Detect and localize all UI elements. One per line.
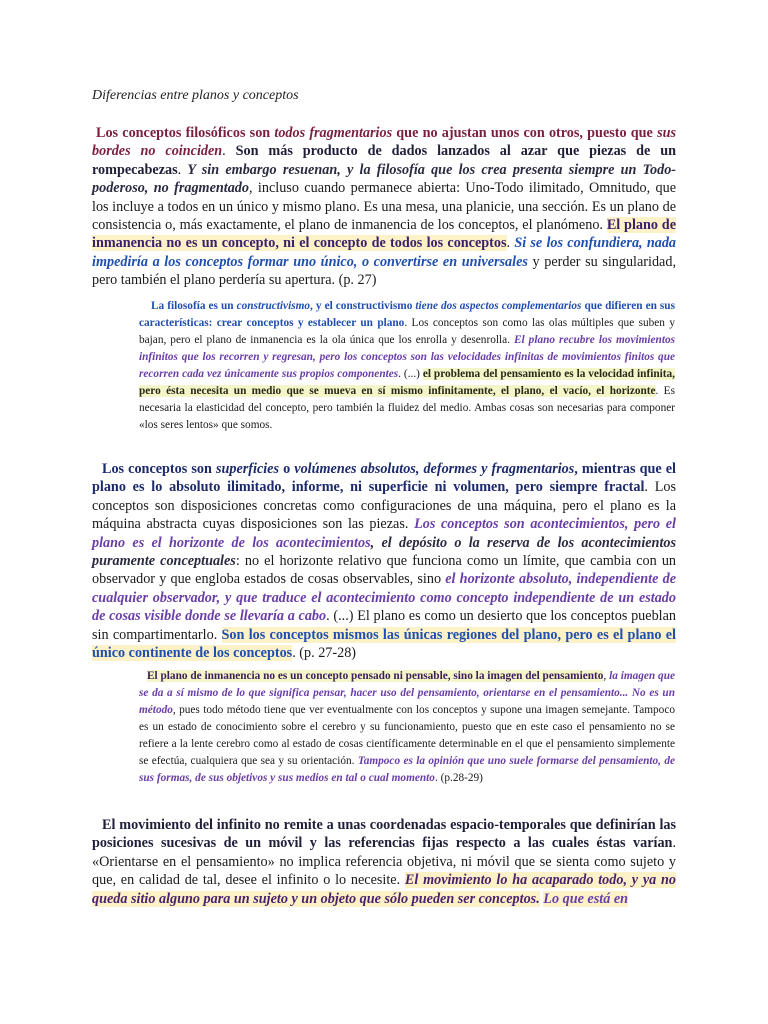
- text-span: El movimiento del infinito no remite a unas coordenadas espacio-temporales que definirían las posiciones sucesivas de un móvil y las referencias fijas respecto a las cuales éstas varían: [92, 817, 676, 852]
- text-span: tiene dos aspectos complementarios: [415, 300, 582, 312]
- text-span: el horizonte absoluto, independiente de cualquier observador, y que traduce el acontecimiento como concepto independiente de un estado de cosas visible donde se llevaría a cabo: [92, 571, 676, 625]
- text-span: . Los conceptos son disposiciones concretas como configuraciones de una máquina, pero el plano es la máquina abstracta cuyas disposiciones son las piezas.: [92, 479, 677, 533]
- quote-1: [139, 298, 675, 434]
- text-span: . «Orientarse en el pensamiento» no implica referencia objetiva, ni móvil que se sienta como sujeto y que, en calidad de tal, desee el infinito o lo necesite.: [92, 835, 676, 889]
- text-span: superficies: [215, 461, 280, 477]
- text-span: . Es necesaria la elasticidad del concepto, pero también la fluidez del medio. Ambas cosas son necesarias para componer «los seres lentos» que somos.: [139, 385, 675, 431]
- highlighted-text: el problema del pensamiento es la velocidad infinita, pero ésta necesita un medio que se mueva en sí mismo infinitamente, el plano, el vacío, el horizonte: [139, 368, 675, 397]
- paragraph-3: [92, 816, 676, 908]
- text-span: , y el constructivismo: [310, 300, 416, 312]
- text-span: .: [177, 161, 188, 178]
- text-span: la imagen que se da a sí mismo de lo que significa pensar, hacer uso del pensamiento, orientarse en el pensamiento... No es un método: [139, 670, 675, 716]
- highlighted-text: Son los conceptos mismos las únicas regiones del plano, pero es el plano el único continente de los conceptos: [92, 626, 676, 662]
- text-span: Los conceptos filosóficos son: [96, 125, 275, 141]
- text-span: .: [222, 143, 226, 160]
- text-span: Si se los confundiera, nada impediría a los conceptos formar uno único, o convertirse en universales: [92, 235, 677, 270]
- text-span: volúmenes absolutos, deformes y fragmentarios: [294, 461, 575, 477]
- highlighted-text: El movimiento lo ha acaparado todo, y ya no queda sitio alguno para un sujeto y un objeto que sólo pueden ser conceptos.: [92, 872, 676, 907]
- text-span: .: [506, 235, 515, 252]
- text-span: ,: [603, 670, 610, 682]
- text-span: : no el horizonte relativo que funciona como un límite, que cambia con un observador y que engloba estados de cosas observables, sino: [92, 553, 677, 588]
- quote-2: [139, 668, 675, 787]
- text-span: Y sin embargo resuenan, y la filosofía que los crea presenta siempre un Todo-poderoso, no fragmentado: [92, 161, 677, 197]
- text-span: El plano recubre los movimientos infinitos que los recorren y regresan, pero los conceptos son las velocidades infinitas de movimientos finitos que recorren cada vez únicamente sus propios componentes: [139, 334, 676, 380]
- text-span: , mientras que el plano es lo absoluto ilimitado, informe, ni superficie ni volumen, pero siempre fractal: [92, 461, 676, 496]
- text-span: y perder su singularidad, pero también el plano perdería su apertura. (p. 27): [92, 253, 676, 289]
- paragraph-2: [92, 460, 676, 662]
- text-span: o: [279, 461, 295, 477]
- text-span: , pues todo método tiene que ver eventualmente con los conceptos y supone una imagen semejante. Tampoco es un estado de conocimiento sobre el cerebro y su funcionamiento, puesto que en este caso el pensamiento no se refiere a la lente cerebro como al estado de cosas científicamente determinable en el que el pensamiento simplemente se efectúa, cualquiera que sea y su orientación.: [139, 704, 675, 767]
- highlighted-text: El plano de inmanencia no es un concepto pensado ni pensable, sino la imagen del pensamiento: [147, 670, 604, 682]
- text-span: Tampoco es la opinión que uno suele formarse del pensamiento, de sus formas, de sus objetivos y sus medios en tal o cual momento: [139, 755, 676, 784]
- text-span: todos fragmentarios: [274, 125, 393, 141]
- document-title: Diferencias entre planos y conceptos: [92, 88, 299, 103]
- text-span: que no ajustan unos con otros, puesto que: [392, 125, 658, 141]
- text-span: . Los conceptos son como las olas múltiples que suben y bajan, pero el plano de inmanencia es la ola única que los enrolla y desenrolla.: [139, 317, 675, 346]
- text-span: que difieren en sus características: crear conceptos y establecer un plano: [139, 300, 675, 329]
- text-span: La filosofía es un: [151, 300, 237, 312]
- highlighted-text: El plano de inmanencia no es un concepto, ni el concepto de todos los conceptos: [92, 217, 676, 252]
- paragraph-1: [92, 124, 676, 290]
- text-span: , el depósito o la reserva de los acontecimientos puramente conceptuales: [92, 534, 676, 570]
- text-span: constructivismo: [236, 300, 311, 312]
- text-span: . (...): [398, 368, 423, 380]
- text-span: sus bordes no coinciden: [92, 125, 676, 160]
- text-span: , incluso cuando permanece abierta: Uno-Todo ilimitado, Omnitudo, que los incluye a todos en un único y mismo plano. Es una mesa, una planicie, una sección. Es un plano de consistencia o, más exactamente, el plano de inmanencia de los conceptos, el planómeno.: [92, 180, 677, 234]
- text-span: . (p. 27-28): [292, 645, 357, 662]
- text-span: Los conceptos son: [102, 461, 216, 477]
- highlighted-text: Lo que está en: [543, 890, 629, 907]
- text-span: . (...) El plano es como un desierto que los conceptos pueblan sin compartimentarlo.: [92, 608, 676, 643]
- text-span: . (p.28-29): [434, 772, 483, 784]
- text-span: Los conceptos son acontecimientos, pero el plano es el horizonte de los acontecimientos: [92, 516, 677, 551]
- text-span: Son más producto de dados lanzados al azar que piezas de un rompecabezas: [92, 143, 676, 178]
